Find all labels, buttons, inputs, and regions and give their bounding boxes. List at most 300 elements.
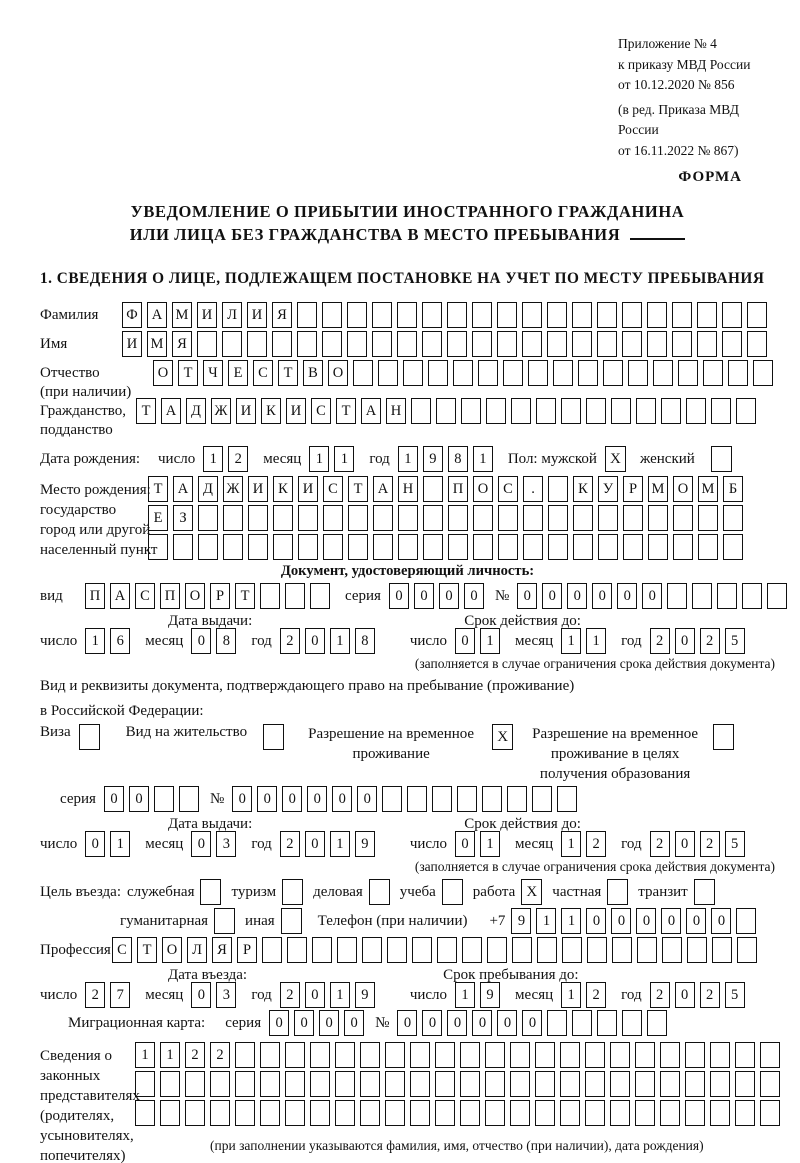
- char-cell: [435, 1100, 455, 1126]
- char-cell: [562, 937, 582, 963]
- purpose-tourism-label: туризм: [231, 883, 277, 900]
- char-cell: [672, 331, 692, 357]
- char-cell: [735, 1100, 755, 1126]
- char-cell: 1: [561, 831, 581, 857]
- char-cell: [260, 1100, 280, 1126]
- char-cell: [310, 1071, 330, 1097]
- char-cell: 2: [280, 982, 300, 1008]
- day-label: число: [158, 450, 196, 467]
- char-cell: [737, 937, 757, 963]
- char-cell: 9: [511, 908, 531, 934]
- entry-date-label: Дата въезда:: [168, 967, 248, 983]
- char-cell: 1: [85, 628, 105, 654]
- char-cell: [410, 1042, 430, 1068]
- char-cell: 0: [104, 786, 124, 812]
- char-cell: [360, 1042, 380, 1068]
- char-cell: [457, 786, 477, 812]
- entry-day-boxes: [85, 982, 135, 1008]
- given-name-label: Имя: [40, 335, 68, 352]
- char-cell: [597, 302, 617, 328]
- birth-day-boxes: [203, 446, 253, 472]
- char-cell: 0: [636, 908, 656, 934]
- char-cell: [711, 398, 731, 424]
- char-cell: [160, 1100, 180, 1126]
- birth-place-label-line: Место рождения:: [40, 482, 151, 498]
- residence-permit-label: Вид на жительство: [125, 724, 248, 740]
- char-cell: [498, 534, 518, 560]
- char-cell: [473, 505, 493, 531]
- char-cell: [661, 398, 681, 424]
- char-cell: [722, 302, 742, 328]
- char-cell: [523, 534, 543, 560]
- char-cell: [287, 937, 307, 963]
- char-cell: И: [286, 398, 306, 424]
- char-cell: [173, 534, 193, 560]
- char-cell: [573, 505, 593, 531]
- identity-doc-row: [40, 583, 775, 609]
- day-label: число: [409, 835, 448, 852]
- char-cell: [373, 534, 393, 560]
- char-cell: 0: [357, 786, 377, 812]
- char-cell: [348, 505, 368, 531]
- char-cell: [635, 1100, 655, 1126]
- phone-prefix: +7: [489, 912, 506, 929]
- char-cell: М: [648, 476, 668, 502]
- char-cell: 2: [280, 628, 300, 654]
- char-cell: 3: [216, 831, 236, 857]
- char-cell: [248, 534, 268, 560]
- char-cell: [660, 1042, 680, 1068]
- birth-year-boxes: [398, 446, 498, 472]
- valid-day-boxes: [455, 628, 505, 654]
- char-cell: [348, 534, 368, 560]
- purpose-humanitarian-label: гуманитарная: [120, 912, 209, 929]
- day-label: число: [40, 986, 78, 1003]
- char-cell: 1: [309, 446, 329, 472]
- residence-number-label: №: [209, 790, 225, 807]
- birth-place-boxes-row1: [148, 476, 748, 502]
- legal-representatives-boxes: [135, 1042, 785, 1154]
- char-cell: Я: [212, 937, 232, 963]
- birth-place-row: [40, 476, 775, 560]
- char-cell: [585, 1100, 605, 1126]
- char-cell: 0: [389, 583, 409, 609]
- char-cell: [662, 937, 682, 963]
- char-cell: [478, 360, 498, 386]
- char-cell: [535, 1071, 555, 1097]
- char-cell: [397, 331, 417, 357]
- char-cell: 2: [280, 831, 300, 857]
- char-cell: [735, 1071, 755, 1097]
- issue-year-boxes: [280, 628, 380, 654]
- char-cell: [423, 534, 443, 560]
- stay-until-label: Срок пребывания до:: [443, 967, 579, 983]
- char-cell: 9: [423, 446, 443, 472]
- char-cell: [736, 908, 756, 934]
- char-cell: 1: [330, 628, 350, 654]
- visit-purpose-label: Цель въезда:: [40, 883, 121, 900]
- char-cell: [310, 1100, 330, 1126]
- char-cell: В: [303, 360, 323, 386]
- char-cell: [285, 1100, 305, 1126]
- day-label: число: [40, 632, 78, 649]
- birth-place-boxes: [148, 476, 748, 560]
- given-name-row: [40, 331, 775, 357]
- char-cell: [678, 360, 698, 386]
- char-cell: 1: [203, 446, 223, 472]
- char-cell: [597, 1010, 617, 1036]
- residence-permit-checkbox: [263, 724, 284, 750]
- char-cell: [397, 302, 417, 328]
- char-cell: [337, 937, 357, 963]
- form-marker: ФОРМА: [678, 169, 742, 185]
- char-cell: [557, 786, 577, 812]
- purpose-business-checkbox: [369, 879, 390, 905]
- char-cell: [760, 1100, 780, 1126]
- purpose-tourism-checkbox: [282, 879, 303, 905]
- char-cell: [572, 302, 592, 328]
- char-cell: [310, 1042, 330, 1068]
- legal-representatives-label-line: попечителях): [40, 1148, 126, 1163]
- char-cell: 9: [355, 831, 375, 857]
- char-cell: [235, 1071, 255, 1097]
- char-cell: С: [112, 937, 132, 963]
- char-cell: [723, 534, 743, 560]
- char-cell: [753, 360, 773, 386]
- char-cell: Т: [235, 583, 255, 609]
- birth-place-boxes-row2: [148, 505, 748, 531]
- char-cell: 5: [725, 982, 745, 1008]
- temp-residence-education-option: [527, 724, 734, 784]
- char-cell: [436, 398, 456, 424]
- char-cell: 0: [542, 583, 562, 609]
- purpose-official-checkbox: [200, 879, 221, 905]
- doc-number-boxes: [517, 583, 792, 609]
- form-title-line2-wrap: [40, 223, 775, 246]
- char-cell: [667, 583, 687, 609]
- char-cell: [485, 1071, 505, 1097]
- char-cell: 1: [561, 982, 581, 1008]
- purpose-other-label: иная: [245, 912, 275, 929]
- char-cell: [611, 398, 631, 424]
- month-label: месяц: [145, 632, 184, 649]
- purpose-work-checkbox: X: [521, 879, 542, 905]
- char-cell: 1: [586, 628, 606, 654]
- valid-until-label: Срок действия до:: [464, 613, 581, 629]
- char-cell: 0: [191, 831, 211, 857]
- char-cell: Я: [172, 331, 192, 357]
- visit-purpose-row1: [40, 879, 775, 905]
- char-cell: [310, 583, 330, 609]
- char-cell: [536, 398, 556, 424]
- char-cell: [472, 331, 492, 357]
- char-cell: [503, 360, 523, 386]
- patronymic-row: [40, 360, 775, 402]
- char-cell: [485, 1100, 505, 1126]
- section1-heading: 1. СВЕДЕНИЯ О ЛИЦЕ, ПОДЛЕЖАЩЕМ ПОСТАНОВКЕ НА УЧЕТ ПО МЕСТУ ПРЕБЫВАНИЯ: [40, 270, 765, 287]
- char-cell: 2: [650, 982, 670, 1008]
- temp-residence-education-label-line: проживание в целях: [550, 746, 680, 762]
- char-cell: .: [523, 476, 543, 502]
- char-cell: 0: [305, 628, 325, 654]
- char-cell: [635, 1071, 655, 1097]
- char-cell: [623, 505, 643, 531]
- valid-month-boxes: [561, 628, 611, 654]
- char-cell: Ж: [211, 398, 231, 424]
- legal-representatives-boxes-row1: [135, 1042, 785, 1068]
- char-cell: 7: [110, 982, 130, 1008]
- char-cell: [723, 505, 743, 531]
- birth-place-boxes-row3: [148, 534, 748, 560]
- citizenship-label-line2: подданство: [40, 422, 113, 438]
- char-cell: Д: [198, 476, 218, 502]
- char-cell: [323, 534, 343, 560]
- char-cell: Я: [272, 302, 292, 328]
- char-cell: О: [153, 360, 173, 386]
- char-cell: [637, 937, 657, 963]
- char-cell: [460, 1100, 480, 1126]
- char-cell: Т: [148, 476, 168, 502]
- char-cell: [553, 360, 573, 386]
- appendix-line: к приказу МВД России: [618, 56, 751, 72]
- char-cell: [535, 1100, 555, 1126]
- entry-dates-row: [40, 982, 775, 1008]
- year-label: год: [251, 632, 272, 649]
- legal-representatives-boxes-row2: [135, 1071, 785, 1097]
- form-title-line2: ИЛИ ЛИЦА БЕЗ ГРАЖДАНСТВА В МЕСТО ПРЕБЫВАНИЯ: [129, 225, 621, 244]
- char-cell: [522, 302, 542, 328]
- char-cell: О: [185, 583, 205, 609]
- legal-representatives-label-line: законных: [40, 1068, 101, 1084]
- profession-row: [40, 937, 775, 963]
- residence-valid-year-boxes: [650, 831, 750, 857]
- char-cell: З: [173, 505, 193, 531]
- char-cell: [672, 302, 692, 328]
- char-cell: [660, 1071, 680, 1097]
- char-cell: [497, 302, 517, 328]
- char-cell: 0: [332, 786, 352, 812]
- birth-place-label: [40, 476, 158, 560]
- birth-place-label-line: населенный пункт: [40, 542, 158, 558]
- char-cell: 1: [334, 446, 354, 472]
- patronymic-label-line2: (при наличии): [40, 384, 132, 400]
- char-cell: Н: [398, 476, 418, 502]
- char-cell: [547, 302, 567, 328]
- char-cell: 0: [567, 583, 587, 609]
- char-cell: Т: [336, 398, 356, 424]
- legal-representatives-footnote: (при заполнении указываются фамилия, имя, отчество (при наличии), дата рождения): [210, 1138, 704, 1153]
- char-cell: [248, 505, 268, 531]
- char-cell: [322, 302, 342, 328]
- char-cell: [135, 1100, 155, 1126]
- purpose-transit-checkbox: [694, 879, 715, 905]
- phone-boxes: [511, 908, 761, 934]
- char-cell: [636, 398, 656, 424]
- char-cell: [260, 583, 280, 609]
- month-label: месяц: [515, 632, 554, 649]
- char-cell: [423, 476, 443, 502]
- char-cell: 1: [398, 446, 418, 472]
- char-cell: [498, 505, 518, 531]
- identity-doc-dates-row: [40, 628, 775, 654]
- birth-date-row: [40, 446, 775, 472]
- char-cell: [537, 937, 557, 963]
- char-cell: [710, 1100, 730, 1126]
- char-cell: [736, 398, 756, 424]
- char-cell: [360, 1071, 380, 1097]
- female-label: женский: [639, 450, 695, 467]
- char-cell: [560, 1042, 580, 1068]
- char-cell: 1: [160, 1042, 180, 1068]
- char-cell: [587, 937, 607, 963]
- char-cell: [622, 1010, 642, 1036]
- char-cell: [598, 505, 618, 531]
- char-cell: И: [298, 476, 318, 502]
- char-cell: 0: [129, 786, 149, 812]
- migration-number-label: №: [375, 1014, 390, 1031]
- stay-year-boxes: [650, 982, 750, 1008]
- char-cell: [435, 1042, 455, 1068]
- char-cell: И: [247, 302, 267, 328]
- char-cell: [722, 331, 742, 357]
- char-cell: [728, 360, 748, 386]
- char-cell: [510, 1071, 530, 1097]
- residence-doc-footnote: (заполняется в случае ограничения срока действия документа): [414, 859, 775, 874]
- char-cell: 1: [330, 982, 350, 1008]
- char-cell: 2: [650, 831, 670, 857]
- char-cell: [378, 360, 398, 386]
- legal-representatives-label-line: Сведения о: [40, 1048, 112, 1064]
- char-cell: [548, 534, 568, 560]
- char-cell: О: [162, 937, 182, 963]
- patronymic-label-line1: Отчество: [40, 365, 100, 381]
- char-cell: [528, 360, 548, 386]
- char-cell: 8: [448, 446, 468, 472]
- char-cell: А: [173, 476, 193, 502]
- char-cell: 0: [232, 786, 252, 812]
- year-label: год: [251, 835, 272, 852]
- citizenship-label: [40, 398, 136, 440]
- valid-until-label: Срок действия до:: [464, 816, 581, 832]
- residence-valid-month-boxes: [561, 831, 611, 857]
- entry-month-boxes: [191, 982, 241, 1008]
- stay-month-boxes: [561, 982, 611, 1008]
- char-cell: [411, 398, 431, 424]
- char-cell: [373, 505, 393, 531]
- legal-representatives-label-line: представителях: [40, 1088, 140, 1104]
- char-cell: [272, 331, 292, 357]
- month-label: месяц: [515, 986, 554, 1003]
- char-cell: 0: [447, 1010, 467, 1036]
- char-cell: [512, 937, 532, 963]
- migration-series-label: серия: [225, 1014, 262, 1031]
- char-cell: [235, 1100, 255, 1126]
- char-cell: Е: [148, 505, 168, 531]
- purpose-business-label: деловая: [313, 883, 363, 900]
- char-cell: Т: [278, 360, 298, 386]
- legal-representatives-label-line: усыновителях,: [40, 1128, 134, 1144]
- char-cell: [185, 1071, 205, 1097]
- given-name-boxes: [122, 331, 772, 357]
- temp-residence-label: [300, 724, 482, 764]
- char-cell: 2: [700, 831, 720, 857]
- char-cell: [767, 583, 787, 609]
- char-cell: 2: [210, 1042, 230, 1068]
- char-cell: [335, 1042, 355, 1068]
- char-cell: 1: [536, 908, 556, 934]
- char-cell: Ч: [203, 360, 223, 386]
- issue-date-label: Дата выдачи:: [168, 816, 253, 832]
- char-cell: [179, 786, 199, 812]
- char-cell: 1: [473, 446, 493, 472]
- temp-residence-education-label-line: Разрешение на временное: [532, 726, 699, 742]
- char-cell: [385, 1042, 405, 1068]
- char-cell: 0: [305, 831, 325, 857]
- char-cell: 0: [675, 831, 695, 857]
- purpose-transit-label: транзит: [638, 883, 688, 900]
- char-cell: [148, 534, 168, 560]
- char-cell: 2: [586, 982, 606, 1008]
- appendix-line: от 10.12.2020 № 856: [618, 77, 735, 92]
- char-cell: [685, 1071, 705, 1097]
- char-cell: [692, 583, 712, 609]
- residence-valid-day-boxes: [455, 831, 505, 857]
- purpose-study-label: учеба: [399, 883, 436, 900]
- birth-date-label: Дата рождения:: [40, 450, 141, 467]
- char-cell: 0: [305, 982, 325, 1008]
- char-cell: 2: [228, 446, 248, 472]
- char-cell: С: [323, 476, 343, 502]
- char-cell: [586, 398, 606, 424]
- purpose-private-label: частная: [552, 883, 602, 900]
- char-cell: Р: [210, 583, 230, 609]
- char-cell: А: [110, 583, 130, 609]
- appendix-block: [618, 34, 775, 161]
- legal-representatives-boxes-row3: [135, 1100, 785, 1126]
- char-cell: [460, 1071, 480, 1097]
- char-cell: [273, 505, 293, 531]
- char-cell: [697, 331, 717, 357]
- identity-doc-heading: Документ, удостоверяющий личность:: [280, 563, 535, 579]
- char-cell: [473, 534, 493, 560]
- char-cell: 1: [455, 982, 475, 1008]
- char-cell: [448, 505, 468, 531]
- char-cell: 6: [110, 628, 130, 654]
- char-cell: 0: [257, 786, 277, 812]
- char-cell: 0: [439, 583, 459, 609]
- identity-doc-footnote: (заполняется в случае ограничения срока действия документа): [414, 656, 775, 671]
- char-cell: [603, 360, 623, 386]
- char-cell: [547, 1010, 567, 1036]
- purpose-private-checkbox: [607, 879, 628, 905]
- char-cell: [635, 1042, 655, 1068]
- char-cell: [223, 534, 243, 560]
- char-cell: К: [261, 398, 281, 424]
- char-cell: [447, 331, 467, 357]
- char-cell: [760, 1071, 780, 1097]
- char-cell: [548, 476, 568, 502]
- char-cell: [685, 1100, 705, 1126]
- residence-issue-year-boxes: [280, 831, 380, 857]
- char-cell: 0: [294, 1010, 314, 1036]
- char-cell: О: [673, 476, 693, 502]
- char-cell: [698, 534, 718, 560]
- char-cell: [648, 534, 668, 560]
- char-cell: [510, 1042, 530, 1068]
- char-cell: [497, 331, 517, 357]
- char-cell: Ф: [122, 302, 142, 328]
- residence-number-boxes: [232, 786, 582, 812]
